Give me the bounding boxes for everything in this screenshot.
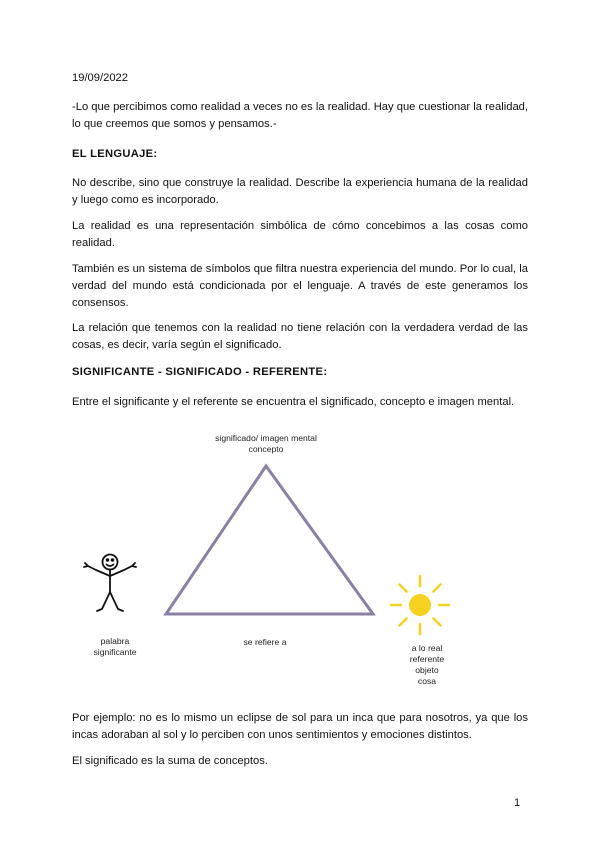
paragraph-2: La realidad es una representación simbólica de cómo concebimos a las cosas como realidad.: [72, 220, 528, 249]
section-heading-significante: SIGNIFICANTE - SIGNIFICADO - REFERENTE:: [72, 366, 328, 378]
label-referente: a lo real referente objeto cosa: [409, 643, 445, 686]
section-heading-lenguaje: EL LENGUAJE:: [72, 148, 158, 160]
paragraph-3: También es un sistema de símbolos que filtra nuestra experiencia del mundo. Por lo cual, la verdad del mundo está condicionada por el lenguaje. A través de este generamos los consensos.: [72, 263, 528, 309]
intro-paragraph: -Lo que percibimos como realidad a veces no es la realidad. Hay que cuestionar la realidad, lo que creemos que somos y pensamos.-: [72, 101, 528, 130]
stick-figure-icon: [84, 555, 136, 612]
label-se-refiere-a: se refiere a: [243, 637, 287, 647]
triangle-shape: [166, 466, 373, 614]
section2-intro: Entre el significante y el referente se encuentra el significado, concepto e imagen mental.: [72, 396, 515, 408]
closing-paragraph: El significado es la suma de conceptos.: [72, 755, 268, 767]
page-number: 1: [514, 797, 521, 809]
example-paragraph: Por ejemplo: no es lo mismo un eclipse de sol para un inca que para nosotros, ya que los incas adoraban al sol y lo perciben con unos sentimientos y emociones distintos.: [72, 712, 528, 741]
sun-icon: [391, 576, 449, 634]
paragraph-1: No describe, sino que construye la realidad. Describe la experiencia humana de la realidad y luego como es incorporado.: [72, 177, 528, 206]
label-significado: significado/ imagen mental concepto: [215, 433, 317, 454]
label-significante: palabra significante: [93, 636, 137, 657]
paragraph-4: La relación que tenemos con la realidad no tiene relación con la verdadera verdad de las cosas, es decir, varía según el significado.: [72, 322, 528, 351]
semiotic-triangle-diagram: [60, 420, 540, 695]
date: 19/09/2022: [72, 72, 128, 84]
